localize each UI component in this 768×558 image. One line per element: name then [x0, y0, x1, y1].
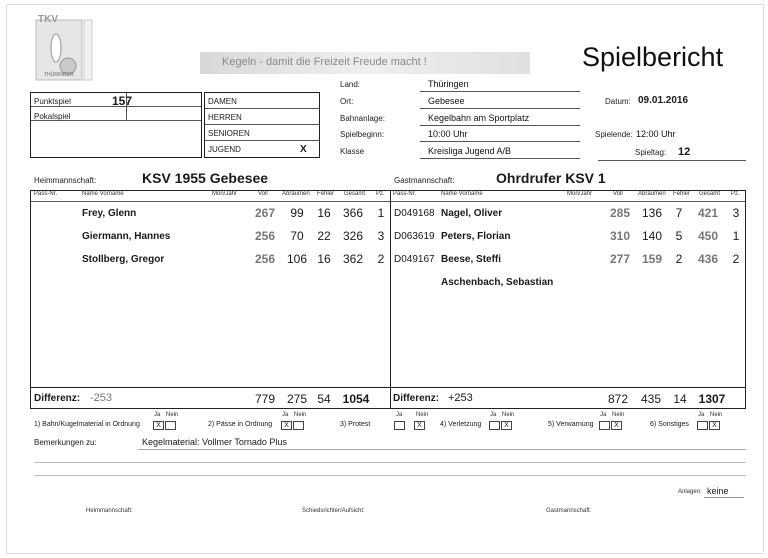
- punktspiel-label: Punktspiel: [34, 97, 71, 106]
- player-pz: 2: [377, 252, 385, 266]
- col-pz: Pz.: [731, 191, 740, 197]
- player-gesamt: 362: [342, 252, 364, 266]
- player-voll: 267: [254, 206, 276, 220]
- spieltag-label: Spieltag:: [635, 148, 667, 157]
- category-damen: DAMEN: [208, 97, 237, 106]
- bahn-value: Kegelbahn am Sportplatz: [428, 113, 530, 123]
- player-gesamt: 326: [342, 229, 364, 243]
- slogan-text: Kegeln - damit die Freizeit Freude macht !: [222, 56, 427, 68]
- nein-label: Nein: [166, 412, 179, 418]
- beginn-value: 10:00 Uhr: [428, 129, 468, 139]
- category-jugend-mark: X: [300, 144, 307, 155]
- player-abr: 70: [290, 229, 304, 243]
- signature-gast-label: Gastmannschaft:: [546, 508, 592, 514]
- player-fehler: 22: [317, 229, 331, 243]
- check-ja-box[interactable]: X: [281, 421, 292, 430]
- col-voll: Voll: [258, 191, 268, 197]
- col-abr: Abräumen: [282, 191, 310, 197]
- player-pass: D049168: [394, 208, 435, 219]
- player-pass: D049167: [394, 254, 435, 265]
- player-fehler: 5: [675, 229, 683, 243]
- col-gesamt: Gesamt: [344, 191, 366, 197]
- beginn-label: Spielbeginn:: [340, 130, 385, 139]
- table-row: [391, 252, 745, 268]
- anlagen-value: keine: [707, 486, 729, 496]
- player-gesamt: 436: [697, 252, 719, 266]
- logo-text: TKV: [38, 14, 58, 25]
- player-voll: 256: [254, 229, 276, 243]
- check-label: 6) Sonstiges: [650, 421, 689, 428]
- table-row: [391, 275, 745, 291]
- home-total-abr: 275: [286, 392, 308, 406]
- nein-label: Nein: [416, 412, 429, 418]
- player-pz: 1: [732, 229, 740, 243]
- player-fehler: 7: [675, 206, 683, 220]
- signature-schiri-label: Schiedsrichter/Aufsicht:: [302, 508, 365, 514]
- player-fehler: 2: [675, 252, 683, 266]
- check-item: [340, 412, 429, 432]
- guest-total-fehler: 14: [673, 392, 687, 406]
- ende-value: 12:00 Uhr: [636, 129, 676, 139]
- check-ja-box[interactable]: X: [153, 421, 164, 430]
- land-value: Thüringen: [428, 79, 469, 89]
- anlagen-label: Anlagen:: [678, 489, 702, 495]
- home-total-voll: 779: [254, 392, 276, 406]
- table-row: [391, 229, 745, 245]
- player-fehler: 16: [317, 206, 331, 220]
- col-name: Name Vorname: [82, 191, 124, 197]
- check-nein-box[interactable]: X: [709, 421, 720, 430]
- score-table: [30, 190, 746, 409]
- klasse-value: Kreisliga Jugend A/B: [428, 146, 512, 156]
- player-fehler: 16: [317, 252, 331, 266]
- col-voll: Voll: [613, 191, 623, 197]
- player-name: Giermann, Hannes: [82, 231, 171, 242]
- player-abr: 159: [641, 252, 663, 266]
- col-abr: Abräumen: [638, 191, 666, 197]
- col-fehler: Fehler: [317, 191, 335, 197]
- col-fehler: Fehler: [673, 191, 691, 197]
- player-abr: 106: [286, 252, 308, 266]
- guest-diff-value: +253: [448, 392, 473, 404]
- nein-label: Nein: [294, 412, 307, 418]
- check-item: [650, 412, 730, 432]
- player-abr: 99: [290, 206, 304, 220]
- slogan-banner: [200, 52, 530, 74]
- check-ja-box[interactable]: [489, 421, 500, 430]
- col-monjahr: Mon/Jahr: [212, 191, 238, 197]
- col-pass: Pass-Nr.: [34, 191, 58, 197]
- home-diff-label: Differenz:: [34, 393, 81, 404]
- bahn-label: Bahnanlage:: [340, 114, 385, 123]
- ja-label: Ja: [698, 412, 705, 418]
- guest-team-label: Gastmannschaft:: [394, 176, 455, 185]
- ja-label: Ja: [282, 412, 289, 418]
- check-nein-box[interactable]: X: [611, 421, 622, 430]
- category-herren: HERREN: [208, 113, 242, 122]
- check-label: 4) Verletzung: [440, 421, 482, 428]
- col-pass: Pass-Nr.: [393, 191, 417, 197]
- table-row: [32, 229, 390, 245]
- col-monjahr: Mon/Jahr: [567, 191, 593, 197]
- home-table-header: [32, 191, 390, 201]
- check-ja-box[interactable]: [394, 421, 405, 430]
- spieltag-value: 12: [678, 146, 691, 158]
- player-gesamt: 421: [697, 206, 719, 220]
- ort-value: Gebesee: [428, 96, 465, 106]
- player-name: Nagel, Oliver: [441, 208, 503, 219]
- player-pz: 2: [732, 252, 740, 266]
- datum-value: 09.01.2016: [638, 95, 689, 106]
- player-pz: 1: [377, 206, 385, 220]
- player-name: Stollberg, Gregor: [82, 254, 165, 265]
- home-total-gesamt: 1054: [342, 392, 370, 406]
- home-team-label: Heimmannschaft:: [34, 176, 97, 185]
- check-nein-box[interactable]: [293, 421, 304, 430]
- signature-heim-label: Heimmannschaft:: [86, 508, 133, 514]
- player-voll: 285: [609, 206, 631, 220]
- klasse-label: Klasse: [340, 147, 365, 156]
- ja-label: Ja: [600, 412, 607, 418]
- player-name: Frey, Glenn: [82, 208, 137, 219]
- guest-total-voll: 872: [607, 392, 629, 406]
- player-gesamt: 450: [697, 229, 719, 243]
- pokalspiel-label: Pokalspiel: [34, 112, 71, 121]
- player-voll: 277: [609, 252, 631, 266]
- check-label: 5) Verwarnung: [548, 421, 594, 428]
- category-jugend: JUGEND: [208, 145, 241, 154]
- player-name: Peters, Florian: [441, 231, 511, 242]
- nein-label: Nein: [612, 412, 625, 418]
- check-label: 1) Bahn/Kugelmaterial in Ordnung: [34, 421, 140, 428]
- player-voll: 310: [609, 229, 631, 243]
- remarks-text: Kegelmaterial: Vollmer Tornado Plus: [142, 437, 287, 447]
- col-gesamt: Gesamt: [699, 191, 721, 197]
- home-team-name: KSV 1955 Gebesee: [142, 170, 269, 186]
- check-item: [548, 412, 628, 432]
- remarks-label: Bemerkungen zu:: [34, 438, 97, 447]
- category-senioren: SENIOREN: [208, 129, 250, 138]
- home-diff-value: -253: [90, 392, 113, 404]
- guest-diff-label: Differenz:: [393, 393, 440, 404]
- logo-subtext: THÜRINGER: [44, 72, 74, 78]
- check-nein-box[interactable]: [165, 421, 176, 430]
- nein-label: Nein: [710, 412, 723, 418]
- player-pass: D063619: [394, 231, 435, 242]
- check-nein-box[interactable]: X: [414, 421, 425, 430]
- player-pz: 3: [732, 206, 740, 220]
- check-label: 3) Protest: [340, 421, 371, 428]
- table-row: [391, 206, 745, 222]
- ja-label: Ja: [490, 412, 497, 418]
- check-item: [34, 412, 184, 432]
- check-nein-box[interactable]: X: [501, 421, 512, 430]
- federation-logo: [34, 14, 96, 82]
- datum-label: Datum:: [605, 97, 631, 106]
- ja-label: Ja: [396, 412, 403, 418]
- col-pz: Pz.: [376, 191, 385, 197]
- nein-label: Nein: [502, 412, 515, 418]
- check-item: [208, 412, 318, 432]
- punktspiel-value: 157: [112, 94, 133, 108]
- table-row: [32, 206, 390, 222]
- col-name: Name Vorname: [441, 191, 483, 197]
- check-ja-box[interactable]: [697, 421, 708, 430]
- land-label: Land:: [340, 80, 361, 89]
- player-pz: 3: [377, 229, 385, 243]
- player-name: Aschenbach, Sebastian: [441, 277, 554, 288]
- player-voll: 256: [254, 252, 276, 266]
- check-ja-box[interactable]: [599, 421, 610, 430]
- guest-team-name: Ohrdrufer KSV 1: [496, 170, 606, 186]
- player-abr: 140: [641, 229, 663, 243]
- ort-label: Ort:: [340, 97, 354, 106]
- player-abr: 136: [641, 206, 663, 220]
- ende-label: Spielende:: [595, 130, 633, 139]
- check-item: [440, 412, 540, 432]
- table-row: [32, 252, 390, 268]
- page-title: Spielbericht: [582, 42, 724, 72]
- guest-table-header: [391, 191, 745, 201]
- player-gesamt: 366: [342, 206, 364, 220]
- check-label: 2) Pässe in Ordnung: [208, 421, 273, 428]
- home-total-fehler: 54: [317, 392, 331, 406]
- guest-total-abr: 435: [640, 392, 662, 406]
- player-name: Beese, Steffi: [441, 254, 502, 265]
- guest-total-gesamt: 1307: [698, 392, 726, 406]
- ja-label: Ja: [154, 412, 161, 418]
